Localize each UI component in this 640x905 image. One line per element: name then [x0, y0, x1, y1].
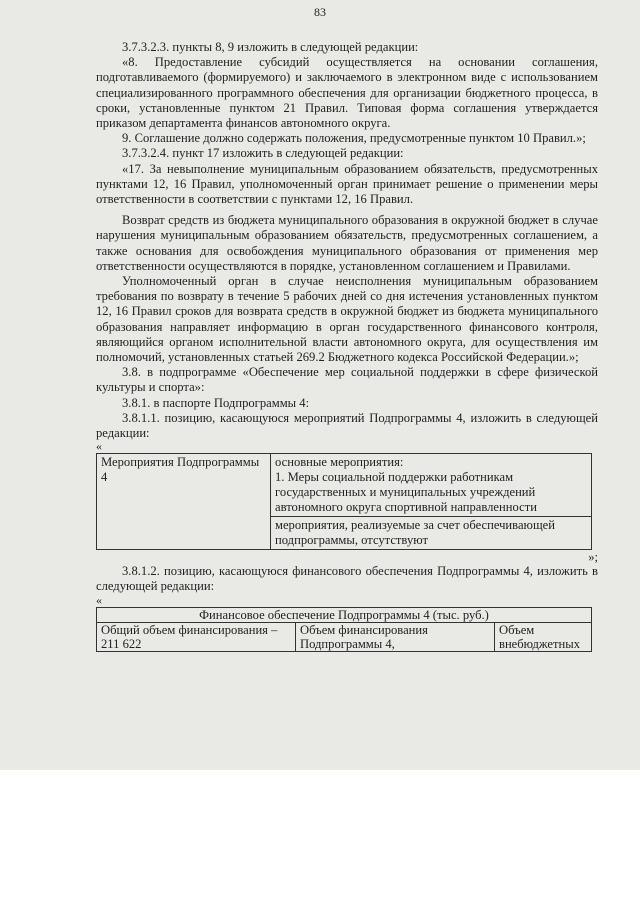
finance-subprogram-cell: Объем финансирования Подпрограммы 4,	[296, 622, 495, 651]
close-quote: »;	[588, 550, 598, 565]
activities-table	[96, 453, 592, 550]
activities-support: мероприятия, реализуемые за счет обеспечивающей подпрограммы, отсутствуют	[271, 517, 592, 550]
paragraph: Уполномоченный орган в случае неисполнения муниципальным образованием требования по возврату в течение 5 рабочих дней со дня истечения установленных пунктом 12, 16 Правил сроков для возврата средств в окружной бюджет из бюджета муниципального образования направляет информацию в орган государственного финансового контроля, являющийся органом исполнительной власти автономного округа, для осуществления им полномочий, установленных статьей 269.2 Бюджетного кодекса Российской Федерации.»;	[96, 274, 598, 365]
activities-main: основные мероприятия: 1. Меры социальной поддержки работникам государственных и муниципальных учреждений автономного округа спортивной направленности	[271, 454, 592, 517]
paragraph: «8. Предоставление субсидий осуществляется на основании соглашения, подготавливаемого (формируемого) и заключаемого в электронном виде с использованием специализированного программного обеспечения для организации бюджетного процесса, в сроки, установленные пунктом 21 Правил. Типовая форма соглашения утверждается приказом департамента финансов автономного округа.	[96, 55, 598, 131]
paragraph: 3.8. в подпрограмме «Обеспечение мер социальной поддержки в сфере физической культуры и спорта»:	[96, 365, 598, 395]
open-quote: «	[96, 439, 102, 454]
paragraph: Возврат средств из бюджета муниципального образования в окружной бюджет в случае нарушения муниципальным образованием обязательств, предусмотренных соглашением, а также основания для освобождения муниципального образования от применения мер ответственности осуществляются в порядке, установленном соглашением и Правилами.	[96, 213, 598, 273]
page-number: 83	[314, 5, 326, 19]
paragraph: 3.8.1.1. позицию, касающуюся мероприятий Подпрограммы 4, изложить в следующей редакции:	[96, 410, 598, 441]
paragraph: «17. За невыполнение муниципальным образованием обязательств, предусмотренных пунктами 12, 16 Правил, уполномоченный орган принимает решение о применении меры ответственности в соответствии с пунктами 12, 16 Правил.	[96, 161, 598, 207]
paragraph: 3.7.3.2.4. пункт 17 изложить в следующей редакции:	[122, 146, 404, 161]
paragraph: 9. Соглашение должно содержать положения, предусмотренные пунктом 10 Правил.»;	[122, 131, 586, 146]
activities-label: Мероприятия Подпрограммы 4	[97, 454, 271, 550]
open-quote: «	[96, 592, 102, 607]
paragraph: 3.8.1. в паспорте Подпрограммы 4:	[122, 395, 310, 410]
finance-table	[96, 607, 592, 652]
paragraph: 3.7.3.2.3. пункты 8, 9 изложить в следующей редакции:	[122, 40, 419, 54]
finance-table-header: Финансовое обеспечение Подпрограммы 4 (тыс. руб.)	[97, 607, 592, 622]
paragraph: 3.8.1.2. позицию, касающуюся финансового обеспечения Подпрограммы 4, изложить в следующей редакции:	[96, 564, 598, 594]
document-body	[96, 40, 598, 652]
finance-extrabudget-cell: Объем внебюджетных	[495, 622, 592, 651]
finance-total-cell: Общий объем финансирования – 211 622	[97, 622, 296, 651]
